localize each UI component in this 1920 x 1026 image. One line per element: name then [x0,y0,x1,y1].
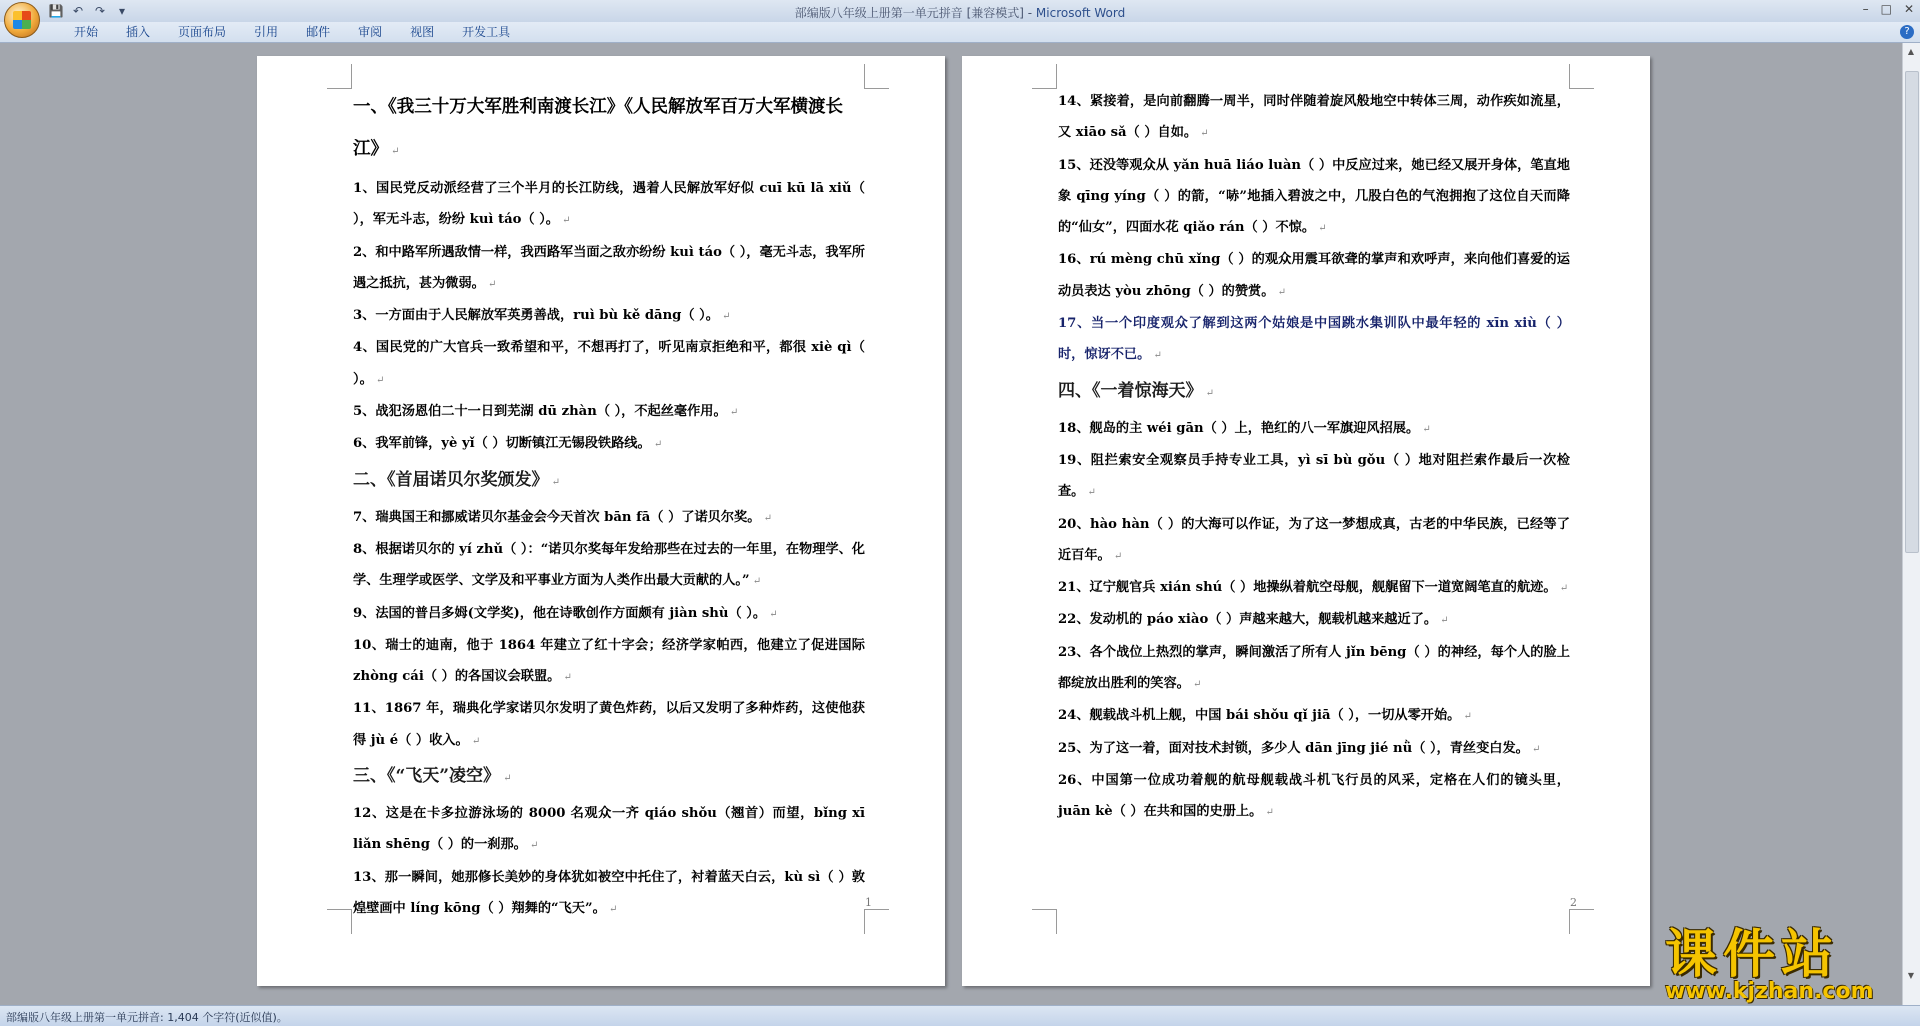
tab-insert[interactable]: 插入 [126,25,151,39]
question-4: 4、国民党的广大官兵一致希望和平，不想再打了，听见南京拒绝和平，都很 xiè qì（ ）。 ↵ [353,332,865,396]
question-23: 23、各个战位上热烈的掌声，瞬间激活了所有人 jǐn bēng（ ）的神经，每个人的脸上都绽放出胜利的笑容。 ↵ [1058,637,1570,701]
question-11: 11、1867 年，瑞典化学家诺贝尔发明了黄色炸药，以后又发明了多种炸药，这使他获得 jù é（ ）收入。 ↵ [353,693,865,757]
document-title: 部编版八年级上册第一单元拼音 [兼容模式] - [794,6,1036,20]
window-title [0,4,1920,21]
tab-mailings[interactable]: 邮件 [306,25,331,39]
tab-references[interactable]: 引用 [254,25,279,39]
question-16: 16、rú mèng chū xǐng（ ）的观众用震耳欲聋的掌声和欢呼声，来向他们喜爱的运动员表达 yòu zhōng（ ）的赞赏。 ↵ [1058,244,1570,308]
window-controls [1863,2,1914,16]
page-number: 2 [1570,896,1577,909]
page-2-content [1058,86,1570,829]
question-22: 22、发动机的 páo xiào（ ）声越来越大，舰载机越来越近了。 ↵ [1058,604,1570,636]
question-18: 18、舰岛的主 wéi gān（ ）上，艳红的八一军旗迎风招展。 ↵ [1058,413,1570,445]
question-1: 1、国民党反动派经营了三个半月的长江防线，遇着人民解放军好似 cuī kū lā xiǔ（ ），军无斗志，纷纷 kuì táo（ ）。 ↵ [353,173,865,237]
word-count-status[interactable]: 部编版八年级上册第一单元拼音: 1,404 个字符(近似值)。 [6,1011,288,1024]
question-7: 7、瑞典国王和挪威诺贝尔基金会今天首次 bān fā（ ）了诺贝尔奖。 ↵ [353,502,865,534]
crop-mark [864,909,889,934]
question-8: 8、根据诺贝尔的 yí zhǔ（ ）：“诺贝尔奖每年发给那些在过去的一年里，在物理学、化学、生理学或医学、文学及和平事业方面为人类作出最大贡献的人。” ↵ [353,534,865,598]
document-page-1[interactable] [257,56,945,986]
ribbon [0,22,1920,43]
question-24: 24、舰载战斗机上舰，中国 bái shǒu qǐ jiā（ ），一切从零开始。 ↵ [1058,700,1570,732]
office-logo-icon [13,11,31,29]
crop-mark [864,64,889,89]
office-button[interactable] [4,2,40,38]
save-icon[interactable]: 💾 [48,4,64,18]
site-watermark [1665,925,1895,1004]
question-17: 17、当一个印度观众了解到这两个姑娘是中国跳水集训队中最年轻的 xīn xiù（ ）时，惊讶不已。 ↵ [1058,308,1570,372]
question-21: 21、辽宁舰官兵 xián shú（ ）地操纵着航空母舰，舰艉留下一道宽阔笔直的航迹。 ↵ [1058,572,1570,604]
section-heading-1: 一、《我三十万大军胜利南渡长江》《人民解放军百万大军横渡长江》 ↵ [353,86,865,173]
question-2: 2、和中路军所遇敌情一样，我西路军当面之敌亦纷纷 kuì táo（ ），毫无斗志，我军所遇之抵抗，甚为微弱。 ↵ [353,237,865,301]
question-14: 14、紧接着，是向前翻腾一周半，同时伴随着旋风般地空中转体三周，动作疾如流星，又 xiāo sǎ（ ）自如。 ↵ [1058,86,1570,150]
question-6: 6、我军前锋，yè yǐ（ ）切断镇江无锡段铁路线。 ↵ [353,428,865,460]
watermark-url: www.kjzhan.com [1665,979,1874,1004]
close-button[interactable]: ✕ [1903,2,1914,16]
tab-view[interactable]: 视图 [410,25,435,39]
crop-mark [1032,64,1057,89]
status-bar [0,1005,1920,1026]
question-3: 3、一方面由于人民解放军英勇善战，ruì bù kě dāng（ ）。 ↵ [353,300,865,332]
maximize-button[interactable]: □ [1880,2,1892,16]
page-1-content [353,86,865,925]
scroll-thumb[interactable] [1905,71,1919,553]
question-12: 12、这是在卡多拉游泳场的 8000 名观众一齐 qiáo shǒu（翘首）而望，bǐng xī liǎn shēng（ ）的一刹那。 ↵ [353,798,865,862]
crop-mark [1032,909,1057,934]
document-page-2[interactable] [962,56,1650,986]
section-heading-3: 三、《“飞天”凌空》 ↵ [353,757,865,798]
customize-qat-icon[interactable]: ▾ [118,4,126,18]
question-25: 25、为了这一着，面对技术封锁，多少人 dān jīng jié nǜ（ ），青丝变白发。 ↵ [1058,733,1570,765]
question-20: 20、hào hàn（ ）的大海可以作证，为了这一梦想成真，古老的中华民族，已经等了近百年。 ↵ [1058,509,1570,573]
scroll-up-icon[interactable]: ▲ [1907,47,1915,56]
app-name: Microsoft Word [1035,6,1126,20]
crop-mark [1569,64,1594,89]
tab-home[interactable]: 开始 [74,25,99,39]
question-5: 5、战犯汤恩伯二十一日到芜湖 dū zhàn（ ），不起丝毫作用。 ↵ [353,396,865,428]
tab-review[interactable]: 审阅 [358,25,383,39]
redo-icon[interactable]: ↷ [94,4,106,18]
watermark-text: 课件站 [1665,925,1840,985]
help-icon[interactable]: ? [1900,25,1914,39]
undo-icon[interactable]: ↶ [72,4,84,18]
tab-developer[interactable]: 开发工具 [462,25,511,39]
title-bar [0,0,1920,23]
question-26: 26、中国第一位成功着舰的航母舰载战斗机飞行员的风采，定格在人们的镜头里，juān kè（ ）在共和国的史册上。 ↵ [1058,765,1570,829]
tab-page-layout[interactable]: 页面布局 [178,25,227,39]
minimize-button[interactable]: – [1862,2,1869,16]
page-number: 1 [865,896,872,909]
section-heading-2: 二、《首届诺贝尔奖颁发》 ↵ [353,461,865,502]
vertical-scrollbar[interactable] [1902,43,1920,1005]
scroll-down-icon[interactable]: ▼ [1907,971,1915,980]
question-19: 19、阻拦索安全观察员手持专业工具，yì sī bù gǒu（ ）地对阻拦索作最后一次检查。 ↵ [1058,445,1570,509]
ribbon-tabs [60,24,524,40]
question-9: 9、法国的普吕多姆(文学奖)，他在诗歌创作方面颇有 jiàn shù（ ）。 ↵ [353,598,865,630]
crop-mark [327,64,352,89]
question-15: 15、还没等观众从 yǎn huā liáo luàn（ ）中反应过来，她已经又展开身体，笔直地象 qīng yíng（ ）的箭，“哧”地插入碧波之中，几股白色的气泡拥抱了这位自天而降的“仙女”，四面水花 qiǎo rán（ ）不惊。 ↵ [1058,150,1570,245]
section-heading-4: 四、《一着惊海天》 ↵ [1058,372,1570,413]
question-10: 10、瑞士的迪南，他于 1864 年建立了红十字会；经济学家帕西，他建立了促进国际 zhòng cái（ ）的各国议会联盟。 ↵ [353,630,865,694]
question-13: 13、那一瞬间，她那修长美妙的身体犹如被空中托住了，衬着蓝天白云，kù sì（ ）敦煌壁画中 líng kōng（ ）翔舞的“飞天”。 ↵ [353,862,865,926]
crop-mark [1569,909,1594,934]
crop-mark [327,909,352,934]
